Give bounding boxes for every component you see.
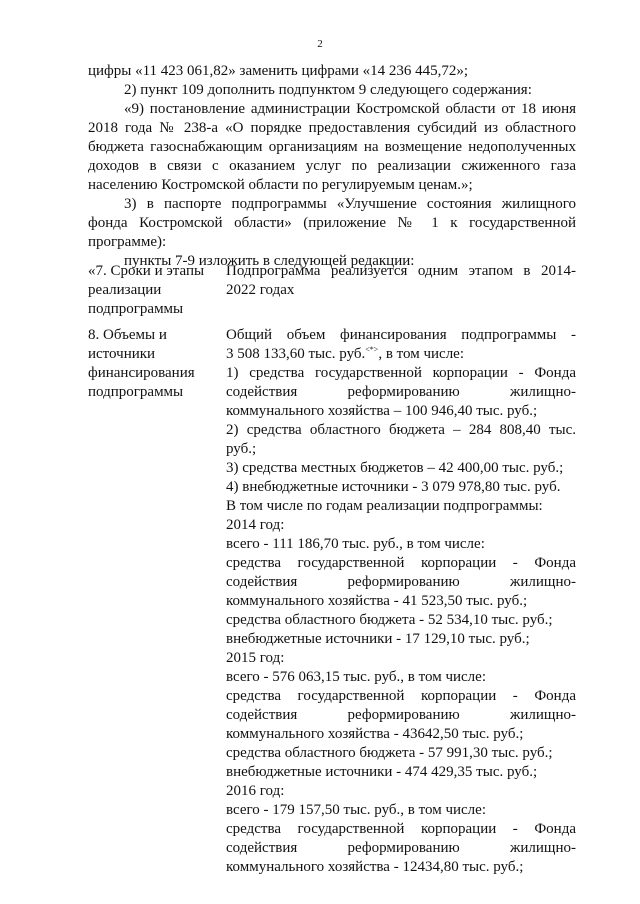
row8-total-amount-line xyxy=(226,345,576,364)
page-number: 2 xyxy=(317,38,323,50)
funding-line: всего - 576 063,15 тыс. руб., в том числе: xyxy=(226,669,486,685)
row8-label xyxy=(88,326,218,402)
total-suffix: , в том числе: xyxy=(378,346,464,362)
passport-row-7 xyxy=(88,262,576,322)
funding-line: содействия реформированию жилищно- xyxy=(226,574,576,590)
row8-label-line: финансирования xyxy=(88,365,195,381)
row7-text-line: 2022 годах xyxy=(226,282,295,298)
intro-paragraph-3: «9) постановление администрации Костромской области от 18 июня 2018 года № 238-а «О порядке предоставления субсидий из областного бюджета газоснабжающим организациям на возмещение недополученных доходов в связи с оказанием услуг по реализации сжиженного газа населению Костромской области по регулируемым ценам.»; xyxy=(88,101,576,193)
year-heading: 2014 год: xyxy=(226,517,285,533)
row7-text-line: Подпрограмма реализуется одним этапом в 2014- xyxy=(226,263,576,279)
row7-label-line: «7. Сроки и этапы xyxy=(88,263,205,279)
year-heading: 2015 год: xyxy=(226,650,285,666)
funding-line: содействия реформированию жилищно- xyxy=(226,707,576,723)
row7-label xyxy=(88,262,218,319)
row8-text xyxy=(226,326,576,877)
funding-line: коммунального хозяйства - 43642,50 тыс. руб.; xyxy=(226,726,524,742)
footnote-mark: <*> xyxy=(365,345,379,354)
intro-text xyxy=(88,62,576,271)
funding-line: 2) средства областного бюджета – 284 808,40 тыс. xyxy=(226,422,576,438)
row7-text xyxy=(226,262,576,300)
row8-label-line: подпрограммы xyxy=(88,384,184,400)
funding-line: внебюджетные источники - 17 129,10 тыс. руб.; xyxy=(226,631,530,647)
row8-total-line: Общий объем финансирования подпрограммы - xyxy=(226,327,576,343)
funding-line: средства областного бюджета - 57 991,30 тыс. руб.; xyxy=(226,745,553,761)
funding-line: содействия реформированию жилищно- xyxy=(226,840,576,856)
funding-line: коммунального хозяйства – 100 946,40 тыс. руб.; xyxy=(226,403,538,419)
funding-line: коммунального хозяйства - 12434,80 тыс. руб.; xyxy=(226,859,524,875)
passport-row-8 xyxy=(88,326,576,875)
funding-line: средства государственной корпорации - Фонда xyxy=(226,821,576,837)
row8-label-line: источники xyxy=(88,346,156,362)
row7-label-line: подпрограммы xyxy=(88,301,184,317)
funding-line: 4) внебюджетные источники - 3 079 978,80 тыс. руб. xyxy=(226,479,561,495)
row7-label-line: реализации xyxy=(88,282,162,298)
funding-line: средства государственной корпорации - Фонда xyxy=(226,688,576,704)
funding-line: 1) средства государственной корпорации - Фонда xyxy=(226,365,576,381)
funding-line: коммунального хозяйства - 41 523,50 тыс. руб.; xyxy=(226,593,528,609)
funding-line: средства государственной корпорации - Фонда xyxy=(226,555,576,571)
intro-paragraph-4: 3) в паспорте подпрограммы «Улучшение состояния жилищного фонда Костромской области» (приложение № 1 к государственной программе): xyxy=(88,196,576,250)
funding-line: руб.; xyxy=(226,441,257,457)
row8-label-line: 8. Объемы и xyxy=(88,327,167,343)
funding-line: средства областного бюджета - 52 534,10 тыс. руб.; xyxy=(226,612,553,628)
intro-line-5: пункты 7-9 изложить в следующей редакции: xyxy=(124,253,415,269)
year-heading: 2016 год: xyxy=(226,783,285,799)
intro-line-1: цифры «11 423 061,82» заменить цифрами «14 236 445,72»; xyxy=(88,63,469,79)
intro-line-2: 2) пункт 109 дополнить подпунктом 9 следующего содержания: xyxy=(124,82,532,98)
funding-line: всего - 179 157,50 тыс. руб., в том числе: xyxy=(226,802,486,818)
funding-line: 3) средства местных бюджетов – 42 400,00 тыс. руб.; xyxy=(226,460,564,476)
funding-line: всего - 111 186,70 тыс. руб., в том числе: xyxy=(226,536,485,552)
funding-line: содействия реформированию жилищно- xyxy=(226,384,576,400)
funding-line: В том числе по годам реализации подпрограммы: xyxy=(226,498,543,514)
total-amount: 3 508 133,60 тыс. руб. xyxy=(226,346,366,362)
funding-line: внебюджетные источники - 474 429,35 тыс. руб.; xyxy=(226,764,538,780)
